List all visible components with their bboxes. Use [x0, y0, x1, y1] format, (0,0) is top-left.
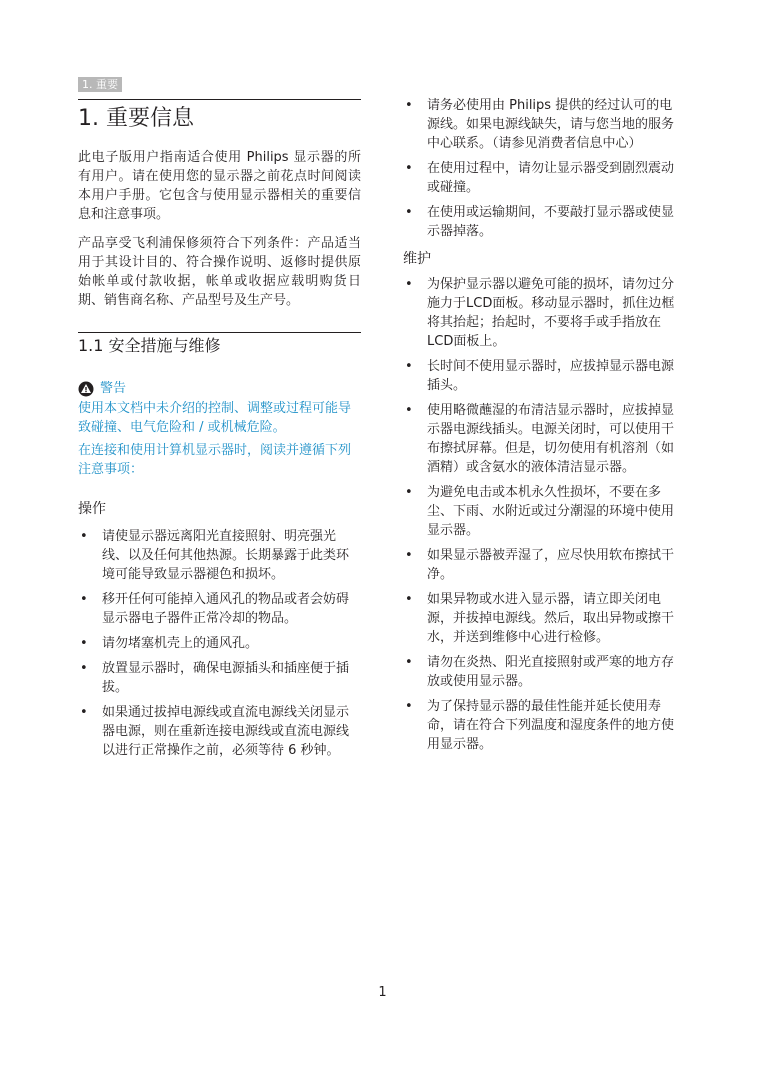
list-item: • 如果异物或水进入显示器，请立即关闭电源，并拔掉电源线。然后，取出异物或擦干水，并送到维修中心进行检修。 — [405, 592, 675, 645]
list-item: • 请勿在炎热、阳光直接照射或严寒的地方存放或使用显示器。 — [405, 655, 675, 689]
operation-list-continued — [403, 96, 685, 241]
page-title: 1. 重要信息 — [78, 106, 194, 131]
warning-line-2: 在连接和使用计算机显示器时，阅读并遵循下列注意事项： — [78, 443, 352, 477]
section-heading: 1.1 安全措施与维修 — [78, 336, 221, 355]
list-item: • 为保护显示器以避免可能的损坏，请勿过分施力于LCD面板。移动显示器时，抓住边框将其抬起；抬起时，不要将手或手指放在LCD面板上。 — [405, 277, 675, 349]
list-item: • 使用略微蘸湿的布清洁显示器时，应拔掉显示器电源线插头。电源关闭时，可以使用干布擦拭屏幕。但是，切勿使用有机溶剂（如酒精）或含氨水的液体清洁显示器。 — [405, 403, 675, 475]
list-item: • 移开任何可能掉入通风孔的物品或者会妨碍显示器电子器件正常冷却的物品。 — [80, 592, 350, 626]
title-rule — [78, 99, 361, 100]
warning-icon — [78, 381, 94, 397]
list-item: • 为了保持显示器的最佳性能并延长使用寿命，请在符合下列温度和湿度条件的地方使用显示器。 — [405, 699, 675, 752]
list-item: • 长时间不使用显示器时，应拔掉显示器电源插头。 — [405, 359, 675, 393]
warning-box — [78, 379, 361, 479]
list-item: • 为避免电击或本机永久性损坏，不要在多尘、下雨、水附近或过分潮湿的环境中使用显示器。 — [405, 485, 675, 538]
right-column — [403, 96, 685, 760]
maintenance-heading: 维护 — [403, 251, 431, 267]
list-item: • 请勿堵塞机壳上的通风孔。 — [80, 636, 259, 651]
list-item: • 如果通过拔掉电源线或直流电源线关闭显示器电源，则在重新连接电源线或直流电源线以进行正常操作之前，必须等待 6 秒钟。 — [80, 705, 350, 758]
list-item: • 在使用过程中，请勿让显示器受到剧烈震动或碰撞。 — [405, 161, 675, 195]
list-item: • 在使用或运输期间，不要敲打显示器或使显示器掉落。 — [405, 205, 675, 239]
intro-paragraph-2: 产品享受飞利浦保修须符合下列条件：产品适当用于其设计目的、符合操作说明、返修时提供原始帐单或付款收据，帐单或收据应载明购货日期、销售商名称、产品型号及生产号。 — [78, 236, 361, 308]
list-item: • 如果显示器被弄湿了，应尽快用软布擦拭干净。 — [405, 548, 675, 582]
intro-paragraph-1: 此电子版用户指南适合使用 Philips 显示器的所有用户。请在使用您的显示器之前花点时间阅读本用户手册。它包含与使用显示器相关的重要信息和注意事项。 — [78, 150, 361, 222]
section-tag: 1. 重要 — [78, 77, 122, 92]
page-number: 1 — [378, 985, 387, 1000]
left-column — [78, 99, 361, 766]
section-rule — [78, 332, 361, 333]
list-item: • 请务必使用由 Philips 提供的经过认可的电源线。如果电源线缺失，请与您当地的服务中心联系。（请参见消费者信息中心） — [405, 98, 675, 151]
list-item: • 请使显示器远离阳光直接照射、明亮强光线、以及任何其他热源。长期暴露于此类环境可能导致显示器褪色和损坏。 — [80, 529, 350, 582]
operation-heading: 操作 — [78, 501, 106, 517]
maintenance-list — [403, 275, 685, 754]
warning-line-1: 使用本文档中未介绍的控制、调整或过程可能导致碰撞、电气危险和 / 或机械危险。 — [78, 401, 352, 435]
list-item: • 放置显示器时，确保电源插头和插座便于插拔。 — [80, 661, 350, 695]
warning-title: 警告 — [100, 381, 127, 396]
operation-list — [78, 527, 361, 760]
